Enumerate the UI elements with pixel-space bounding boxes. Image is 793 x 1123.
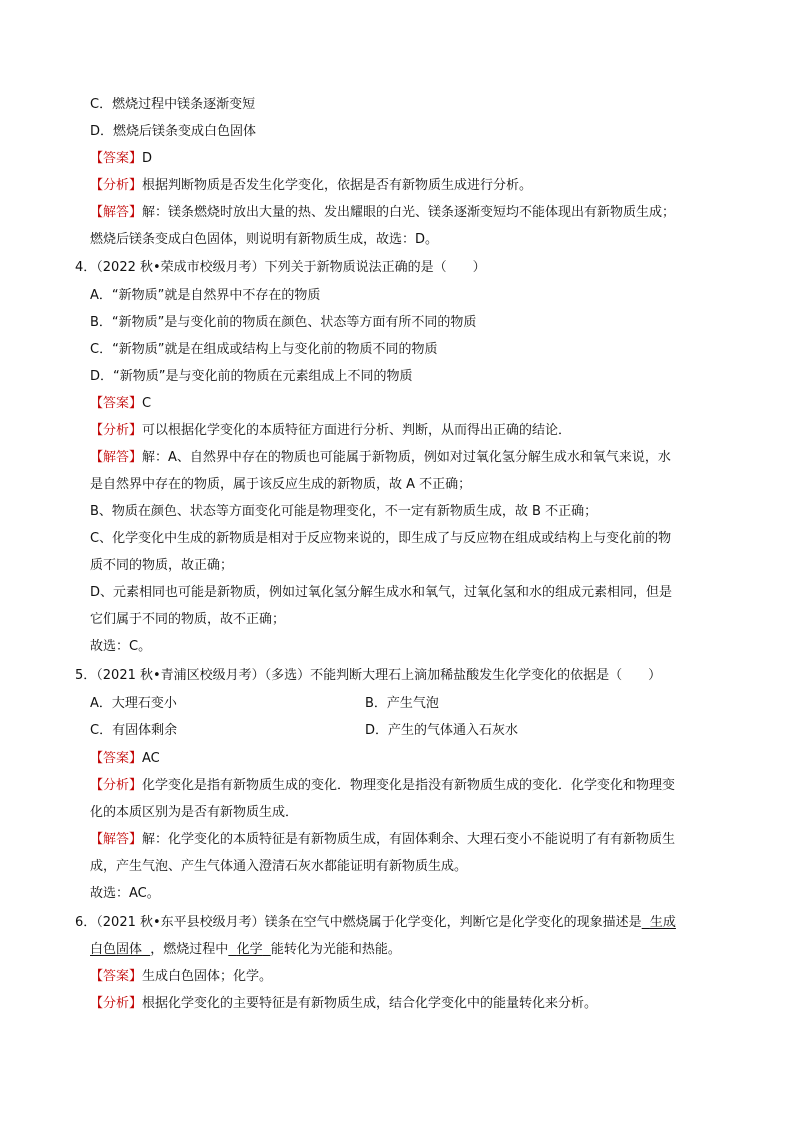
q4-option-c: C．“新物质”就是在组成或结构上与变化前的物质不同的物质 bbox=[90, 342, 438, 357]
q4-solution-line-4: C、化学变化中生成的新物质是相对于反应物来说的，即生成了与反应物在组成或结构上与变化前的物 bbox=[90, 531, 672, 546]
answer-value: C bbox=[142, 396, 152, 411]
q3-analysis bbox=[90, 178, 532, 194]
q4-solution-line-2: 是自然界中存在的物质，属于该反应生成的新物质，故 A 不正确； bbox=[90, 477, 472, 492]
analysis-text: 根据化学变化的主要特征是有新物质生成，结合化学变化中的能量转化来分析。 bbox=[142, 996, 598, 1011]
q6-blank-1-cont bbox=[90, 942, 150, 957]
answer-value: AC bbox=[142, 751, 160, 766]
q4-answer bbox=[90, 396, 151, 412]
q5-options-row-2 bbox=[90, 723, 710, 739]
answer-tag: 【答案】 bbox=[90, 151, 143, 166]
q4-option-a: A．“新物质”就是自然界中不存在的物质 bbox=[90, 288, 321, 303]
q5-option-d: D．产生的气体通入石灰水 bbox=[365, 723, 519, 738]
q5-analysis bbox=[90, 778, 675, 794]
q4-solution-line-5: 质不同的物质，故正确； bbox=[90, 558, 234, 573]
q6-blank-1 bbox=[642, 915, 676, 930]
solution-text: 解：化学变化的本质特征是有新物质生成，有固体剩余、大理石变小不能说明了有有新物质生 bbox=[142, 832, 676, 847]
solution-text: 解：A、自然界中存在的物质也可能属于新物质，例如对过氧化氢分解生成水和氧气来说，水 bbox=[142, 450, 671, 465]
q5-solution-line-2: 成，产生气泡、产生气体通入澄清石灰水都能证明有新物质生成。 bbox=[90, 859, 468, 874]
q6-answer bbox=[90, 969, 272, 985]
answer-tag: 【答案】 bbox=[90, 396, 143, 411]
q4-solution-line-6: D、元素相同也可能是新物质，例如过氧化氢分解生成水和氧气，过氧化氢和水的组成元素相同，但是 bbox=[90, 585, 673, 600]
q3-answer bbox=[90, 151, 152, 167]
q6-stem-text-3: 能转化为光能和热能。 bbox=[270, 942, 401, 957]
q4-analysis bbox=[90, 423, 571, 439]
analysis-tag: 【分析】 bbox=[90, 423, 143, 438]
q4-option-b: B．“新物质”是与变化前的物质在颜色、状态等方面有所不同的物质 bbox=[90, 315, 477, 330]
analysis-text: 根据判断物质是否发生化学变化，依据是否有新物质生成进行分析。 bbox=[142, 178, 533, 193]
q4-solution-line-3: B、物质在颜色、状态等方面变化可能是物理变化，不一定有新物质生成，故 B 不正确； bbox=[90, 504, 598, 519]
q6-stem bbox=[75, 915, 676, 931]
solution-tag: 【解答】 bbox=[90, 205, 143, 220]
analysis-text: 化学变化是指有新物质生成的变化．物理变化是指没有新物质生成的变化．化学变化和物理变 bbox=[142, 778, 676, 793]
solution-text: 解：镁条燃烧时放出大量的热、发出耀眼的白光、镁条逐渐变短均不能体现出有新物质生成； bbox=[142, 205, 676, 220]
analysis-tag: 【分析】 bbox=[90, 778, 143, 793]
q5-analysis-cont: 化的本质区别为是否有新物质生成． bbox=[90, 805, 299, 820]
q6-blank-2-text: 化学 bbox=[236, 942, 263, 957]
analysis-tag: 【分析】 bbox=[90, 996, 143, 1011]
answer-tag: 【答案】 bbox=[90, 969, 143, 984]
q6-stem-cont bbox=[90, 942, 401, 958]
analysis-tag: 【分析】 bbox=[90, 178, 143, 193]
q4-solution-line-7: 它们属于不同的物质，故不正确； bbox=[90, 612, 286, 627]
q3-solution-cont: 燃烧后镁条变成白色固体，则说明有新物质生成，故选：D。 bbox=[90, 232, 439, 247]
q5-option-b: B．产生气泡 bbox=[365, 696, 439, 711]
q5-solution-line-3: 故选：AC。 bbox=[90, 886, 160, 901]
q4-solution bbox=[90, 450, 671, 466]
q3-solution bbox=[90, 205, 675, 221]
q4-solution-line-8: 故选：C。 bbox=[90, 639, 152, 654]
q5-stem: 5．（2021 秋•青浦区校级月考）（多选）不能判断大理石上滴加稀盐酸发生化学变化的依据是（ ） bbox=[75, 668, 662, 683]
q6-stem-text-2: ，燃烧过程中 bbox=[150, 942, 229, 957]
q6-blank-1-cont-text: 白色固体 bbox=[90, 942, 143, 957]
q6-stem-text: 6．（2021 秋•东平县校级月考）镁条在空气中燃烧属于化学变化，判断它是化学变化的现象描述是 bbox=[75, 915, 642, 930]
analysis-text: 可以根据化学变化的本质特征方面进行分析、判断，从而得出正确的结论． bbox=[142, 423, 572, 438]
q4-option-d: D．“新物质”是与变化前的物质在元素组成上不同的物质 bbox=[90, 369, 413, 384]
q6-blank-2 bbox=[228, 942, 271, 957]
q3-option-c: C．燃烧过程中镁条逐渐变短 bbox=[90, 97, 256, 112]
q5-solution bbox=[90, 832, 675, 848]
q6-analysis bbox=[90, 996, 597, 1012]
q3-option-d: D．燃烧后镁条变成白色固体 bbox=[90, 124, 257, 139]
answer-tag: 【答案】 bbox=[90, 751, 143, 766]
q5-options-row-1 bbox=[90, 696, 710, 712]
q4-stem: 4．（2022 秋•荣成市校级月考）下列关于新物质说法正确的是（ ） bbox=[75, 260, 486, 275]
solution-tag: 【解答】 bbox=[90, 450, 143, 465]
answer-value: 生成白色固体；化学。 bbox=[142, 969, 273, 984]
q5-answer bbox=[90, 751, 160, 767]
q5-option-a: A．大理石变小 bbox=[90, 696, 177, 711]
q6-blank-1-text: 生成 bbox=[649, 915, 676, 930]
solution-tag: 【解答】 bbox=[90, 832, 143, 847]
answer-value: D bbox=[142, 151, 153, 166]
q5-option-c: C．有固体剩余 bbox=[90, 723, 178, 738]
